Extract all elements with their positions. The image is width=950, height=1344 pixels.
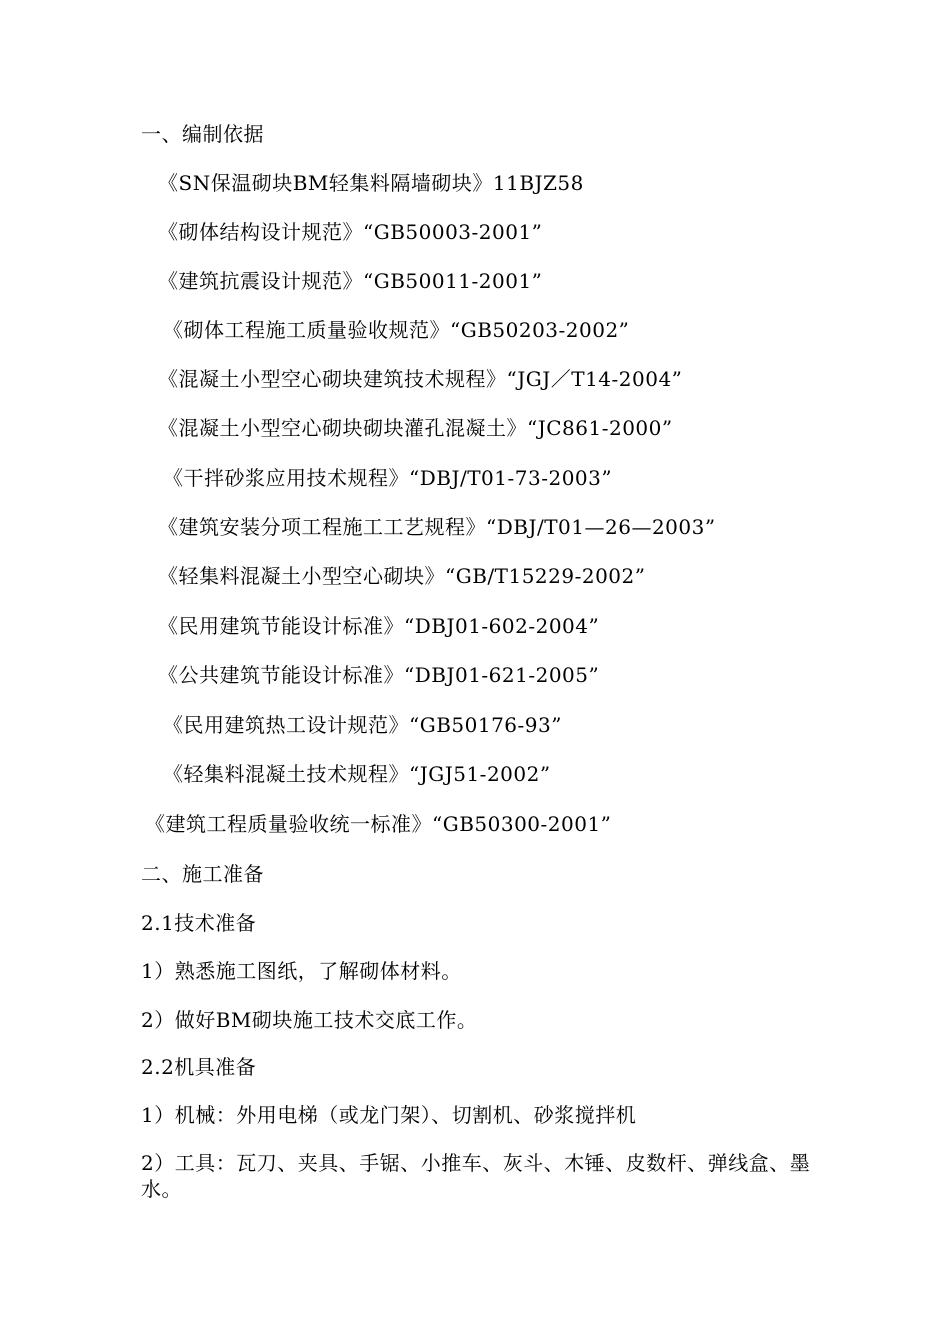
reference-item: 《建筑安装分项工程施工工艺规程》“DBJ/T01—26—2003”: [158, 515, 716, 539]
reference-item: 《轻集料混凝土技术规程》“JGJ51-2002”: [163, 762, 551, 786]
subsection-heading-equipment: 2.2机具准备: [141, 1055, 257, 1079]
list-item: 1）机械：外用电梯（或龙门架）、切割机、砂浆搅拌机: [141, 1103, 637, 1127]
reference-item: 《公共建筑节能设计标准》“DBJ01-621-2005”: [158, 663, 600, 687]
reference-item: 《砌体工程施工质量验收规范》“GB50203-2002”: [163, 318, 630, 342]
reference-item: 《混凝土小型空心砌块砌块灌孔混凝土》“JC861-2000”: [158, 416, 673, 440]
reference-item: 《建筑工程质量验收统一标准》“GB50300-2001”: [145, 812, 612, 836]
reference-item: 《民用建筑节能设计标准》“DBJ01-602-2004”: [158, 614, 600, 638]
list-item: 1）熟悉施工图纸，了解砌体材料。: [141, 959, 462, 983]
reference-item: 《民用建筑热工设计规范》“GB50176-93”: [163, 713, 562, 737]
reference-item: 《建筑抗震设计规范》“GB50011-2001”: [158, 269, 543, 293]
reference-item: 《轻集料混凝土小型空心砌块》“GB/T15229-2002”: [158, 564, 646, 588]
reference-item: 《混凝土小型空心砌块建筑技术规程》“JGJ／T14-2004”: [158, 367, 683, 391]
list-item: 2）做好BM砌块施工技术交底工作。: [141, 1008, 478, 1032]
reference-item: 《干拌砂浆应用技术规程》“DBJ/T01-73-2003”: [163, 466, 613, 490]
section-heading-basis: 一、编制依据: [141, 122, 264, 146]
reference-item: 《SN保温砌块BM轻集料隔墙砌块》11BJZ58: [158, 171, 584, 195]
subsection-heading-technical: 2.1技术准备: [141, 911, 257, 935]
section-heading-preparation: 二、施工准备: [141, 862, 264, 886]
reference-item: 《砌体结构设计规范》“GB50003-2001”: [158, 220, 543, 244]
list-item: 2）工具：瓦刀、夹具、手锯、小推车、灰斗、木锤、皮数杆、弹线盒、墨水。: [141, 1151, 811, 1201]
